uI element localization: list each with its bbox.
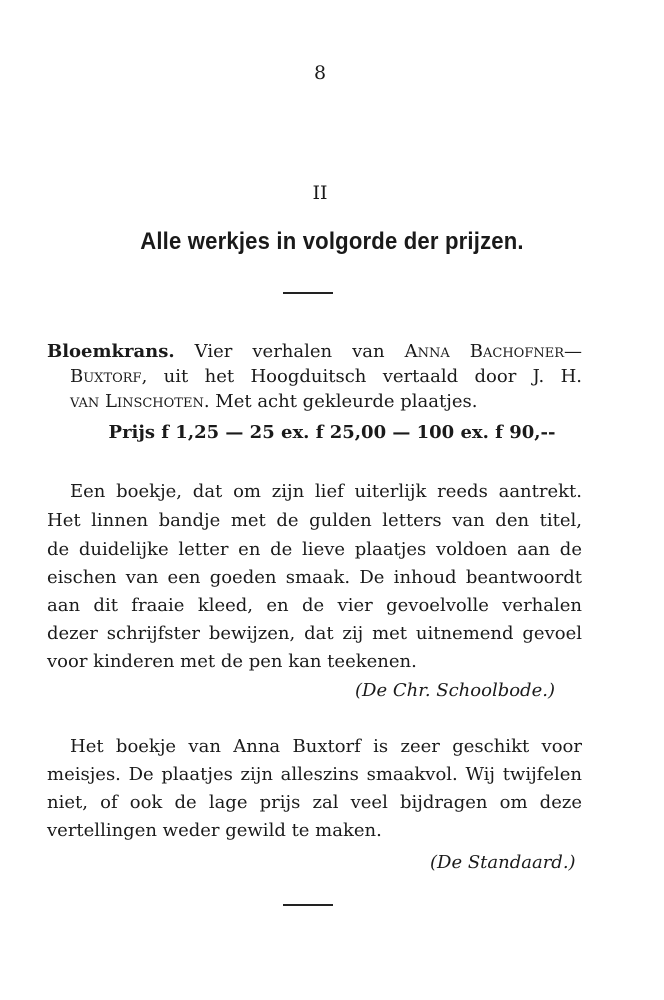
review1-line: Het linnen bandje met de gulden letters van den titel,	[47, 510, 582, 531]
review2-source: (De Standaard.)	[430, 852, 576, 873]
review1-line: dezer schrijfster bewijzen, dat zij met uitnemend gevoel	[47, 623, 582, 644]
entry-line-2	[70, 365, 582, 389]
section-number: II	[312, 182, 328, 204]
review2-line: niet, of ook de lage prijs zal veel bijdragen om deze	[47, 792, 582, 813]
divider-top	[283, 292, 333, 294]
page-number: 8	[313, 62, 327, 84]
entry-text: Vier verhalen van	[174, 341, 405, 362]
review1-line: eischen van een goeden smaak. De inhoud beantwoordt	[47, 567, 582, 588]
price-line: Prijs f 1,25 — 25 ex. f 25,00 — 100 ex. f 90,--	[108, 422, 556, 443]
review1-source: (De Chr. Schoolbode.)	[355, 680, 555, 701]
entry-line-1	[47, 340, 582, 364]
review1-line: voor kinderen met de pen kan teekenen.	[47, 651, 417, 672]
entry-line-3	[70, 390, 582, 414]
entry-text: , uit het Hoogduitsch vertaald door J. H.	[141, 366, 582, 387]
author-name: Anna Bachofner—	[404, 341, 582, 362]
page-title: Alle werkjes in volgorde der prijzen.	[140, 228, 524, 255]
review2-line: vertellingen weder gewild te maken.	[47, 820, 382, 841]
translator-name: van Linschoten	[70, 391, 204, 412]
review1-line: Een boekje, dat om zijn lief uiterlijk reeds aantrekt.	[70, 481, 582, 502]
entry-text: . Met acht gekleurde plaatjes.	[203, 391, 478, 412]
entry-name: Bloemkrans.	[47, 341, 175, 362]
review2-line: meisjes. De plaatjes zijn alleszins smaakvol. Wij twijfelen	[47, 764, 582, 785]
review1-line: de duidelijke letter en de lieve plaatjes voldoen aan de	[47, 539, 582, 560]
review1-line: aan dit fraaie kleed, en de vier gevoelvolle verhalen	[47, 595, 582, 616]
author-name-cont: Buxtorf	[70, 366, 142, 387]
divider-bottom	[283, 904, 333, 906]
review2-line: Het boekje van Anna Buxtorf is zeer geschikt voor	[70, 736, 582, 757]
